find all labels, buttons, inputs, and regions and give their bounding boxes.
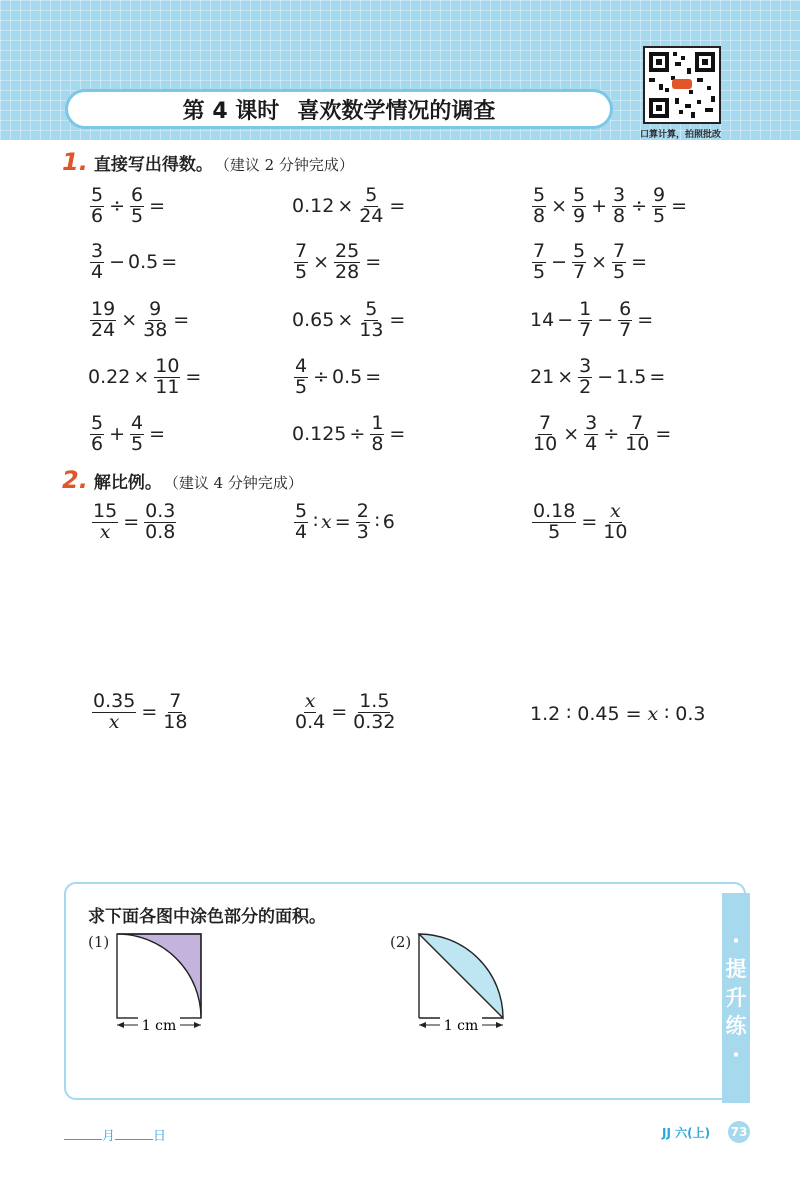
numerator: 1.5 [359,690,390,712]
numerator: 7 [631,412,644,434]
section-title: 直接写出得数。 [93,155,213,175]
fraction [294,357,308,398]
numerator: 1 [371,412,384,434]
numerator: 5 [295,500,308,522]
operator: ÷ [313,366,330,389]
problem-1-5 [292,242,384,283]
denominator: 5 [653,204,666,227]
proportion-3 [530,502,630,543]
fraction [532,242,546,283]
operator: ÷ [631,195,648,218]
numerator: 9 [149,298,162,320]
denominator: 4 [91,260,104,283]
numerator: 7 [295,240,308,262]
equals: = [365,251,382,274]
section-2-heading [62,466,303,494]
equals: = [141,701,158,724]
fraction [352,692,396,733]
arrow-left-icon [117,1022,124,1028]
side-tab-improve [722,893,750,1103]
arrow-right-icon [496,1022,503,1028]
number: 0.5 [332,366,363,389]
arrow-right-icon [194,1022,201,1028]
fraction [624,414,650,455]
fraction [154,357,180,398]
problem-1-11 [292,357,384,398]
month-blank[interactable] [64,1139,102,1140]
denominator: 5 [548,520,561,543]
lesson-title: 喜欢数学情况的调查 [297,98,496,124]
problem-1-1 [88,186,168,227]
numerator: 10 [155,355,180,377]
denominator: 7 [619,318,632,341]
denominator: 4 [295,520,308,543]
equals: = [655,423,672,446]
denominator: 8 [613,204,626,227]
fraction [334,242,360,283]
operator: × [337,195,354,218]
figure-2 [414,930,514,1040]
denominator: 4 [585,432,598,455]
numerator: 3 [585,412,598,434]
variable: x [647,703,659,725]
numerator: 5 [91,184,104,206]
number: 0.65 [292,309,335,332]
numerator: 7 [613,240,626,262]
fraction [532,502,576,543]
operator: × [591,251,608,274]
equals: = [389,195,406,218]
denominator: 6 [91,432,104,455]
fraction [92,502,118,543]
fraction [358,300,384,341]
numerator: 0.3 [145,500,176,522]
denominator: 5 [131,204,144,227]
denominator: 0.32 [353,710,396,733]
equals: = [149,423,166,446]
equals: = [649,366,666,389]
denominator: x [108,710,120,733]
denominator: 10 [625,432,650,455]
problem-1-3 [530,186,690,227]
fraction [532,186,546,227]
shaded-region-1 [117,934,201,1018]
denominator: 5 [295,375,308,398]
figure-1-label: (1) [88,933,110,951]
operator: − [557,309,574,332]
section-title: 解比例。 [93,473,162,493]
operator: − [551,251,568,274]
side-tab-char: 升 [725,985,747,1010]
number: 21 [530,366,555,389]
denominator: 7 [573,260,586,283]
fraction [294,502,308,543]
dimension-label: 1 cm [141,1018,177,1034]
denominator: 10 [533,432,558,455]
numerator: 4 [295,355,308,377]
problem-1-13 [88,414,168,455]
operator: × [133,366,150,389]
practice-title: 求下面各图中涂色部分的面积。 [88,907,326,927]
section-number: 2. [62,466,88,494]
number: 0.12 [292,195,335,218]
side-tab-char: · [732,929,740,954]
numerator: 7 [539,412,552,434]
lesson-number: 第 4 课时 [182,98,280,124]
problem-1-14 [292,414,408,455]
equals: = [637,309,654,332]
denominator: 38 [143,318,168,341]
numerator: 5 [533,184,546,206]
numerator: 5 [573,240,586,262]
equals: = [149,195,166,218]
denominator: 7 [579,318,592,341]
numerator: 5 [365,298,378,320]
denominator: 3 [356,520,369,543]
problem-1-12 [530,357,668,398]
denominator: 10 [603,520,628,543]
side-tab-char: 提 [725,957,747,982]
page-number: 73 [728,1121,750,1143]
ratio-left: 1.2 ∶ 0.45 = [530,703,648,725]
number: 14 [530,309,555,332]
problem-1-2 [292,186,408,227]
operator: + [109,423,126,446]
fraction [602,502,628,543]
numerator: 25 [335,240,360,262]
numerator: 1 [579,298,592,320]
equals: = [671,195,688,218]
fraction [578,357,592,398]
numerator: 0.35 [93,690,136,712]
book-label: JJ 六(上) [662,1126,711,1140]
dimension-label: 1 cm [443,1018,479,1034]
proportion-1 [90,502,178,543]
denominator: 2 [579,375,592,398]
fraction [572,242,586,283]
fraction [90,414,104,455]
variable: x [321,511,332,534]
date-field[interactable] [64,1125,166,1144]
figure-1 [112,930,207,1040]
operator: × [563,423,580,446]
operator: ÷ [603,423,620,446]
section-1-heading [62,148,354,176]
operator: ÷ [349,423,366,446]
denominator: 8 [533,204,546,227]
fraction [130,414,144,455]
numerator: x [609,500,621,522]
equals: = [161,251,178,274]
problem-1-6 [530,242,650,283]
fraction [144,502,176,543]
denominator: 18 [163,710,188,733]
denominator: 5 [533,260,546,283]
ratio-colon: ∶ [374,511,380,534]
numerator: 6 [619,298,632,320]
equals: = [389,309,406,332]
numerator: 15 [93,500,118,522]
fraction [90,186,104,227]
proportion-2 [292,502,395,543]
problem-1-9 [530,300,656,341]
numerator: 0.18 [533,500,576,522]
equals: = [365,366,382,389]
equals: = [185,366,202,389]
operator: × [551,195,568,218]
section-hint: （建议 4 分钟完成） [163,474,303,492]
fraction [294,692,326,733]
numerator: 6 [131,184,144,206]
fraction [162,692,188,733]
numerator: 5 [365,184,378,206]
operator: − [597,309,614,332]
fraction [90,300,116,341]
problem-1-15 [530,414,674,455]
operator: × [121,309,138,332]
denominator: 24 [91,318,116,341]
numerator: 3 [613,184,626,206]
fraction [92,692,136,733]
numerator: 3 [579,355,592,377]
problem-1-10 [88,357,204,398]
denominator: 5 [131,432,144,455]
problem-1-4 [88,242,180,283]
number: 0.125 [292,423,347,446]
fraction [612,242,626,283]
fraction [356,502,370,543]
fraction [652,186,666,227]
fraction [358,186,384,227]
numerator: 3 [91,240,104,262]
denominator: 13 [359,318,384,341]
side-tab-char: 练 [725,1014,747,1039]
equals: = [334,511,351,534]
ratio-colon: ∶ [313,511,319,534]
number: 0.5 [128,251,159,274]
operator: × [337,309,354,332]
shaded-region-2 [419,934,503,1018]
problem-1-8 [292,300,408,341]
figure-2-label: (2) [390,933,412,951]
proportion-6 [530,703,706,725]
operator: + [591,195,608,218]
proportion-4 [90,692,190,733]
numerator: 5 [573,184,586,206]
fraction [90,242,104,283]
denominator: 24 [359,204,384,227]
fraction [618,300,632,341]
fraction [130,186,144,227]
equals: = [389,423,406,446]
operator: − [109,251,126,274]
denominator: 0.8 [145,520,176,543]
denominator: 28 [335,260,360,283]
numerator: 7 [169,690,182,712]
arrow-left-icon [419,1022,426,1028]
fraction [532,414,558,455]
equals: = [581,511,598,534]
numerator: 5 [91,412,104,434]
operator: − [597,366,614,389]
fraction [142,300,168,341]
section-number: 1. [62,148,88,176]
fraction [294,242,308,283]
day-label: 日 [153,1129,167,1144]
numerator: 9 [653,184,666,206]
numerator: x [304,690,316,712]
denominator: 5 [613,260,626,283]
operator: × [313,251,330,274]
numerator: 7 [533,240,546,262]
qr-caption: 口算计算，拍照批改 [640,130,722,140]
proportion-5 [292,692,398,733]
numerator: 2 [356,500,369,522]
fraction [572,186,586,227]
operator: ÷ [109,195,126,218]
section-hint: （建议 2 分钟完成） [214,156,354,174]
lesson-title-bar [68,92,610,126]
numerator: 4 [131,412,144,434]
number: 6 [382,511,395,534]
number: 0.22 [88,366,131,389]
fraction [370,414,384,455]
equals: = [123,511,140,534]
denominator: 6 [91,204,104,227]
month-label: 月 [102,1129,116,1144]
qr-code-icon[interactable] [643,46,721,124]
denominator: 8 [371,432,384,455]
number: 1.5 [616,366,647,389]
equals: = [173,309,190,332]
denominator: 0.4 [295,710,326,733]
numerator: 19 [91,298,116,320]
ratio-right: ∶ 0.3 [658,703,706,725]
fraction [578,300,592,341]
denominator: 5 [295,260,308,283]
side-tab-char: · [732,1042,740,1067]
denominator: x [99,520,111,543]
problem-1-7 [88,300,192,341]
fraction [612,186,626,227]
equals: = [331,701,348,724]
operator: × [557,366,574,389]
denominator: 9 [573,204,586,227]
denominator: 11 [155,375,180,398]
fraction [584,414,598,455]
day-blank[interactable] [115,1139,153,1140]
equals: = [631,251,648,274]
